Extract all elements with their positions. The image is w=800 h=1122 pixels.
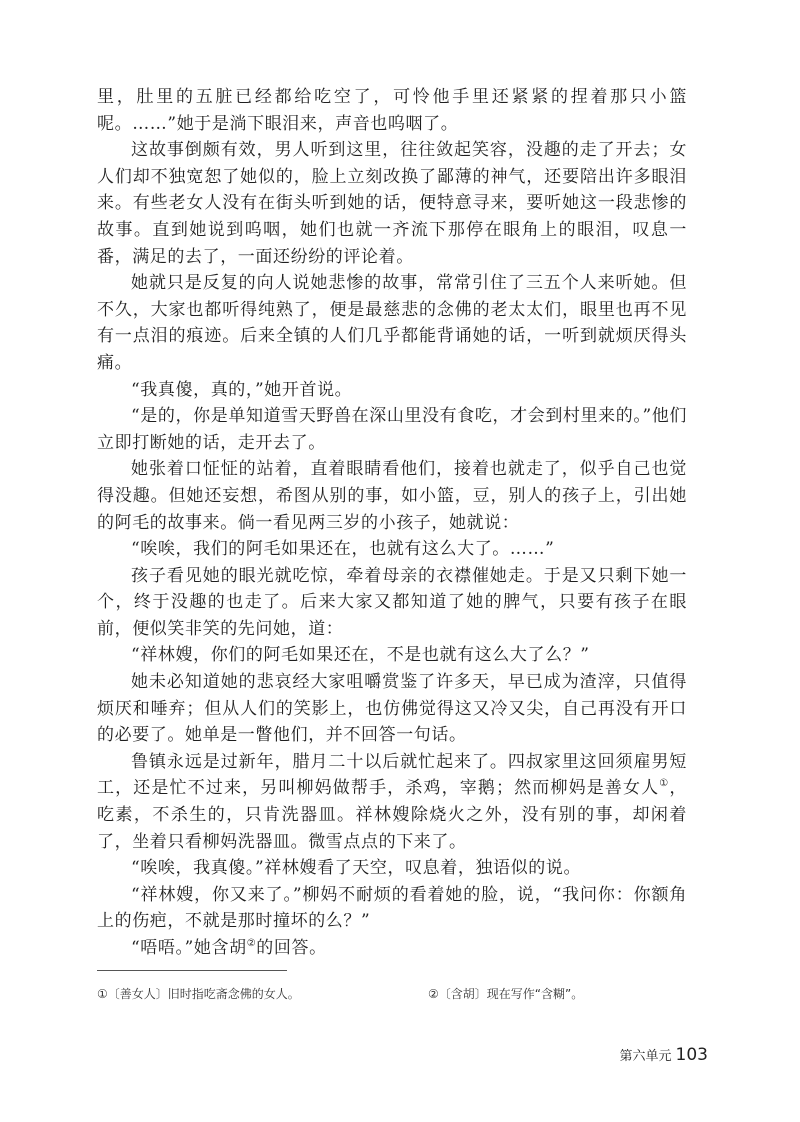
footnote-2: ②〔含胡〕现在写作“含糊”。 bbox=[428, 987, 584, 1001]
paragraph-6: 她张着口怔怔的站着，直着眼睛看他们，接着也就走了，似乎自己也觉得没趣。但她还妄想，希图从别的事，如小篮，豆，别人的孩子上，引出她的阿毛的故事来。倘一看见两三岁的小孩子，她就说： bbox=[97, 459, 687, 533]
paragraph-9: “祥林嫂，你们的阿毛如果还在，不是也就有这么大了么？” bbox=[131, 645, 590, 666]
paragraph-14 bbox=[97, 935, 687, 962]
page-number: 103 bbox=[675, 1045, 708, 1065]
page-footer bbox=[620, 1045, 708, 1065]
paragraph-11-part-2: ，吃素，不杀生的，只肯洗器皿。祥林嫂除烧火之外，没有别的事，却闲着了，坐着只看柳妈洗器皿。微雪点点的下来了。 bbox=[97, 778, 687, 852]
paragraph-2: 这故事倒颇有效，男人听到这里，往往敛起笑容，没趣的走了开去；女人们却不独宽恕了她似的，脸上立刻改换了鄙薄的神气，还要陪出许多眼泪来。有些老女人没有在街头听到她的话，便特意寻来，要听她这一段悲惨的故事。直到她说到呜咽，她们也就一齐流下那停在眼角上的眼泪，叹息一番，满足的去了，一面还纷纷的评论着。 bbox=[97, 140, 687, 267]
paragraph-12: “唉唉，我真傻。”祥林嫂看了天空，叹息着，独语似的说。 bbox=[131, 858, 582, 879]
story-body bbox=[97, 84, 687, 962]
paragraph-1: 里，肚里的五脏已经都给吃空了，可怜他手里还紧紧的捏着那只小篮呢。……”她于是淌下眼泪来，声音也呜咽了。 bbox=[97, 87, 687, 134]
paragraph-7: “唉唉，我们的阿毛如果还在，也就有这么大了。……” bbox=[131, 539, 555, 560]
paragraph-14-part-1: “唔唔。”她含胡 bbox=[131, 938, 247, 958]
footnote-ref-2[interactable]: ② bbox=[246, 938, 257, 949]
footnote-1: ①〔善女人〕旧时指吃斋念佛的女人。 bbox=[97, 987, 300, 1001]
unit-label: 第六单元 bbox=[619, 1049, 672, 1064]
footnote-ref-1[interactable]: ① bbox=[659, 778, 670, 790]
paragraph-11-part-1: 鲁镇永远是过新年，腊月二十以后就忙起来了。四叔家里这回须雇男短工，还是忙不过来，另叫柳妈做帮手，杀鸡，宰鹅；然而柳妈是善女人 bbox=[97, 751, 687, 799]
paragraph-10: 她未必知道她的悲哀经大家咀嚼赏鉴了许多天，早已成为渣滓，只值得烦厌和唾弃；但从人们的笑影上，也仿佛觉得这又冷又尖，自己再没有开口的必要了。她单是一瞥他们，并不回答一句话。 bbox=[97, 672, 687, 746]
paragraph-8: 孩子看见她的眼光就吃惊，牵着母亲的衣襟催她走。于是又只剩下她一个，终于没趣的也走了。后来大家又都知道了她的脾气，只要有孩子在眼前，便似笑非笑的先问她，道： bbox=[97, 565, 687, 639]
paragraph-5: “是的，你是单知道雪天野兽在深山里没有食吃，才会到村里来的。”他们立即打断她的话，走开去了。 bbox=[97, 406, 687, 453]
paragraph-11 bbox=[97, 749, 687, 855]
footnote-divider bbox=[97, 970, 287, 971]
paragraph-13: “祥林嫂，你又来了。”柳妈不耐烦的看着她的脸，说，“我问你：你额角上的伤疤，不就是那时撞坏的么？” bbox=[97, 884, 687, 932]
paragraph-3: 她就只是反复的向人说她悲惨的故事，常常引住了三五个人来听她。但不久，大家也都听得纯熟了，便是最慈悲的念佛的老太太们，眼里也再不见有一点泪的痕迹。后来全镇的人们几乎都能背诵她的话，一听到就烦厌得头痛。 bbox=[97, 273, 687, 373]
paragraph-14-part-2: 的回答。 bbox=[256, 938, 327, 958]
paragraph-4: “我真傻，真的，”她开首说。 bbox=[131, 379, 353, 400]
